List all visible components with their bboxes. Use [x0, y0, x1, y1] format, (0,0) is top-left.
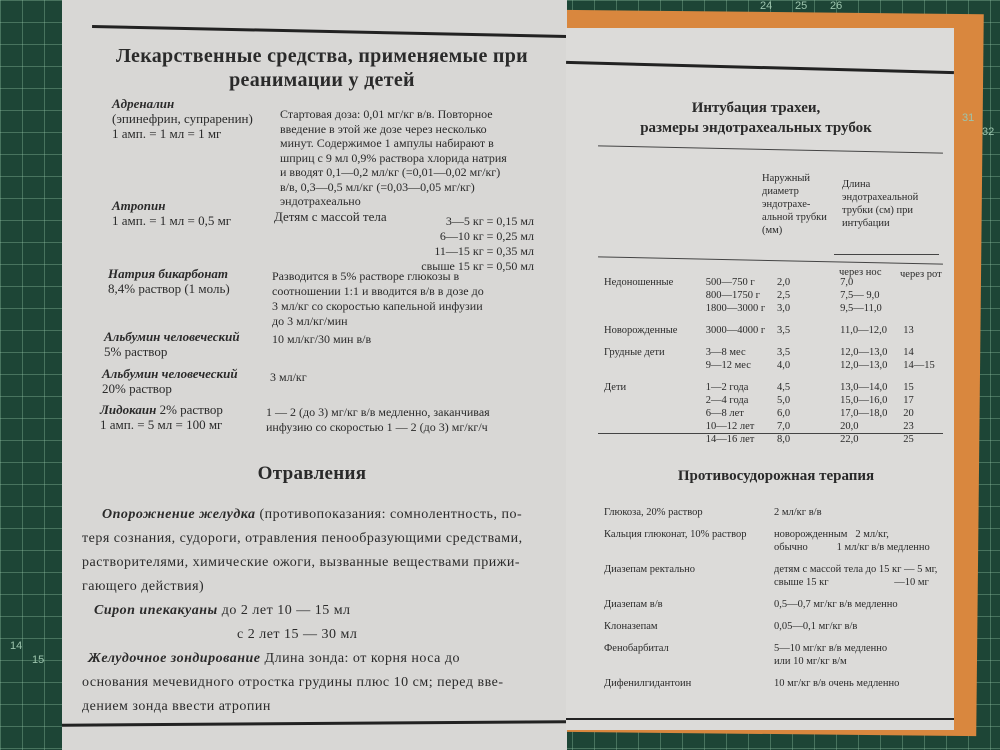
text-line: теря сознания, судороги, отравления пенообразующими средствами,	[82, 531, 523, 546]
nose-length-cell: 9,5—11,0	[840, 303, 882, 314]
age-cell: 800—1750 г	[705, 290, 760, 301]
group-cell	[604, 394, 706, 407]
drug-atropine	[112, 198, 282, 228]
intubation-row	[604, 346, 944, 359]
diameter-cell: 3,5	[777, 347, 791, 358]
diameter-cell: 7,0	[777, 421, 791, 432]
dose-cell	[774, 677, 949, 699]
table-rule	[598, 433, 943, 434]
dose-cell	[774, 506, 949, 528]
dosage-line: Стартовая доза: 0,01 мг/кг в/в. Повторное	[280, 107, 493, 121]
age-cell: 14—16 лет	[705, 434, 755, 445]
column-header-mouth: через рот	[900, 269, 942, 280]
dose-line: 2 мл/кг в/в	[774, 507, 822, 518]
dose-cell	[774, 598, 949, 620]
text-line: до 2 лет 10 — 15 мл	[217, 603, 351, 618]
group-cell: Недоношенные	[604, 277, 674, 288]
diameter-cell: 8,0	[777, 434, 791, 445]
drug-adrenaline	[112, 96, 282, 141]
mat-number: 31	[962, 112, 975, 124]
anticonvulsant-row	[604, 677, 949, 699]
dosage-line: соотношении 1:1 и вводится в/в в дозе до	[272, 284, 484, 298]
dosage-line: 1 — 2 (до 3) мг/кг в/в медленно, заканчивая	[266, 405, 490, 419]
age-cell: 1—2 года	[705, 382, 749, 393]
mat-number: 14	[10, 640, 23, 652]
mouth-length-cell: 13	[903, 325, 914, 336]
nose-length-cell: 15,0—16,0	[840, 395, 888, 406]
drug-dosage	[266, 405, 566, 435]
dosage-line: минут. Содержимое 1 ампулы набирают в	[280, 136, 494, 150]
top-rule	[92, 25, 567, 38]
drug-name: Адреналин	[112, 96, 175, 111]
dose-cell	[774, 642, 949, 677]
dose-cell	[774, 563, 949, 598]
section-title-poisoning: Отравления	[257, 463, 367, 484]
page-title: Лекарственные средства, применяемые при реанимации у детей	[115, 45, 528, 91]
age-cell: 9—12 мес	[705, 360, 751, 371]
mouth-length-cell	[903, 302, 944, 324]
drug-detail: 8,4% раствор (1 моль)	[108, 281, 230, 296]
mat-number: 25	[795, 0, 808, 12]
nose-length-cell: 20,0	[840, 421, 859, 432]
dosage-line: и вводят 0,1—0,2 мл/кг (=0,01—0,02 мг/кг)	[280, 165, 501, 179]
drug-detail: 20% раствор	[102, 381, 172, 396]
age-cell: 3—8 мес	[705, 347, 746, 358]
text-line: основания мечевидного отростка грудины плюс 10 см; перед вве-	[82, 675, 504, 690]
table-rule	[598, 256, 943, 264]
drug-detail: 5% раствор	[104, 344, 168, 359]
dose-line: 5—10 мг/кг в/в медленно	[774, 643, 888, 654]
mouth-length-cell	[903, 276, 944, 289]
dose-line: 0,05—0,1 мг/кг в/в	[774, 621, 858, 632]
dosage-line: инфузию со скоростью 1 — 2 (до 3) мг/кг/ч	[266, 420, 488, 434]
dosage-line: 11—15 кг = 0,35 мл	[434, 244, 534, 258]
nose-length-cell: 12,0—13,0	[840, 347, 888, 358]
left-page	[62, 0, 567, 750]
intubation-row	[604, 381, 944, 394]
drug-sodium-bicarbonate	[108, 266, 278, 296]
dosage-line: свыше 15 кг = 0,50 мл	[421, 259, 534, 273]
intubation-row	[604, 359, 944, 381]
drug-dosage: 3 мл/кг	[270, 370, 307, 384]
drug-name: Альбумин человеческий	[104, 329, 240, 344]
dosage-line: в/в, 0,3—0,5 мл/кг (=0,03—0,05 мг/кг)	[280, 179, 475, 194]
intubation-table	[604, 276, 944, 455]
mouth-length-cell	[903, 289, 944, 302]
dose-line: новорожденным 2 мл/кг,	[774, 529, 889, 540]
dose-line: 10 мг/кг в/в очень медленно	[774, 678, 900, 689]
dosage-line: до 3 мл/кг/мин	[272, 314, 348, 328]
text-line: с 2 лет 15 — 30 мл	[237, 627, 358, 642]
text-line: растворителями, химические ожоги, вызванные веществами прижи-	[82, 555, 521, 570]
dosage-line: 3 мл/кг со скоростью капельной инфузии	[272, 299, 483, 313]
drug-detail: 1 амп. = 1 мл = 1 мг	[112, 126, 222, 141]
nose-length-cell: 22,0	[840, 434, 859, 445]
intubation-row	[604, 394, 944, 407]
drug-albumin-5	[104, 329, 279, 359]
anticonvulsant-row	[604, 620, 949, 642]
intubation-row	[604, 302, 944, 324]
dosage-line: эндотрахеально	[280, 194, 361, 208]
dose-line: 0,5—0,7 мг/кг в/в медленно	[774, 599, 898, 610]
intubation-title	[606, 98, 906, 138]
drug-concentration: 2% раствор	[156, 402, 223, 417]
anticonvulsant-row	[604, 642, 949, 677]
mouth-length-cell: 20	[903, 408, 914, 419]
group-cell	[604, 420, 706, 433]
title-line: размеры эндотрахеальных трубок	[640, 120, 872, 136]
drug-detail: (эпинефрин, супраренин)	[112, 111, 253, 126]
drug-cell: Глюкоза, 20% раствор	[604, 507, 703, 518]
intubation-row	[604, 420, 944, 433]
gastric-probe-label: Желудочное зондирование	[88, 651, 261, 666]
dose-line: детям с массой тела до 15 кг — 5 мг,	[774, 564, 938, 575]
diameter-cell: 2,0	[777, 277, 791, 288]
table-rule	[834, 254, 939, 255]
drug-dosage: 10 мл/кг/30 мин в/в	[272, 332, 372, 346]
dosage-line: 3—5 кг = 0,15 мл	[445, 214, 534, 228]
drug-cell: Кальция глюконат, 10% раствор	[604, 529, 747, 540]
mouth-length-cell: 25	[903, 434, 914, 445]
nose-length-cell: 12,0—13,0	[840, 360, 888, 371]
column-header-length: Длина эндотрахеальной трубки (см) при интубации	[842, 179, 919, 229]
mouth-length-cell: 17	[903, 395, 914, 406]
anticonvulsant-row	[604, 506, 949, 528]
age-cell: 10—12 лет	[705, 421, 755, 432]
age-cell: 1800—3000 г	[705, 303, 766, 314]
dose-line: обычно 1 мл/кг в/в медленно	[774, 542, 930, 553]
top-rule	[566, 61, 954, 74]
dosage-line: шприц с 9 мл 0,9% раствора хлорида натрия	[280, 150, 507, 165]
group-cell	[604, 407, 706, 420]
drug-lidocaine	[100, 402, 275, 432]
dose-cell	[774, 620, 949, 642]
intubation-row	[604, 276, 944, 289]
group-cell	[604, 433, 706, 455]
title-line: Интубация трахеи,	[691, 100, 821, 116]
nose-length-cell: 17,0—18,0	[840, 408, 888, 419]
drug-dosage	[392, 214, 534, 274]
group-cell	[604, 359, 706, 381]
drug-name: Альбумин человеческий	[102, 366, 238, 381]
group-cell	[604, 302, 706, 324]
mat-number: 15	[32, 654, 45, 666]
intubation-row	[604, 407, 944, 420]
anticonvulsant-table	[604, 506, 949, 699]
group-cell: Дети	[604, 382, 627, 393]
anticonvulsant-row	[604, 528, 949, 563]
mouth-length-cell: 15	[903, 382, 914, 393]
intubation-row	[604, 289, 944, 302]
text-line: (противопоказания: сомнолентность, по-	[255, 507, 523, 522]
text-line: гающего действия)	[82, 579, 205, 594]
bottom-rule	[62, 720, 567, 727]
diameter-cell: 6,0	[777, 408, 791, 419]
drug-cell: Дифенилгидантоин	[604, 678, 692, 689]
gastric-emptying-label: Опорожнение желудка	[102, 507, 256, 522]
nose-length-cell: 7,0	[840, 277, 854, 288]
age-cell: 500—750 г	[705, 277, 755, 288]
drug-dosage	[280, 107, 560, 209]
text-line: дением зонда ввести атропин	[82, 699, 271, 714]
dosage-line: 6—10 кг = 0,25 мл	[439, 229, 534, 243]
drug-name: Атропин	[112, 198, 166, 213]
table-rule	[598, 145, 943, 153]
right-page	[566, 28, 954, 730]
group-cell: Грудные дети	[604, 347, 665, 358]
drug-dosage	[272, 269, 562, 329]
dose-line: свыше 15 кг —10 мг	[774, 577, 929, 588]
mat-number: 24	[760, 0, 773, 12]
mat-number: 26	[830, 0, 843, 12]
age-cell: 3000—4000 г	[705, 325, 766, 336]
text-line: Длина зонда: от корня носа до	[260, 651, 460, 666]
nose-length-cell: 13,0—14,0	[840, 382, 888, 393]
drug-albumin-20	[102, 366, 277, 396]
drug-cell: Клоназепам	[604, 621, 658, 632]
anticonvulsant-row	[604, 598, 949, 620]
dose-line: или 10 мг/кг в/м	[774, 656, 847, 667]
ipecac-label: Сироп ипекакуаны	[94, 603, 218, 618]
age-cell: 2—4 года	[705, 395, 749, 406]
drug-cell: Фенобарбитал	[604, 643, 669, 654]
diameter-cell: 4,5	[777, 382, 791, 393]
diameter-cell: 3,5	[777, 325, 791, 336]
drug-detail: 1 амп. = 5 мл = 100 мг	[100, 417, 223, 432]
nose-length-cell: 11,0—12,0	[840, 325, 888, 336]
diameter-cell: 4,0	[777, 360, 791, 371]
intubation-row	[604, 324, 944, 346]
mat-number: 32	[982, 126, 995, 138]
column-header-nose: через нос	[839, 267, 882, 278]
drug-name: Лидокаин	[100, 402, 157, 417]
drug-detail: 1 амп. = 1 мл = 0,5 мг	[112, 213, 232, 228]
drug-name: Натрия бикарбонат	[108, 266, 229, 281]
dosage-line: введение в этой же дозе через несколько	[280, 121, 487, 136]
diameter-cell: 3,0	[777, 303, 791, 314]
nose-length-cell: 7,5— 9,0	[840, 290, 880, 301]
drug-cell: Диазепам ректально	[604, 564, 696, 575]
age-cell: 6—8 лет	[705, 408, 744, 419]
mouth-length-cell: 14—15	[903, 360, 935, 371]
drug-cell: Диазепам в/в	[604, 599, 663, 610]
anticonvulsant-row	[604, 563, 949, 598]
column-header-diameter: Наружный диаметр эндотрахе-альной трубки (мм)	[762, 173, 827, 236]
diameter-cell: 2,5	[777, 290, 791, 301]
dosage-line: Разводится в 5% растворе глюкозы в	[272, 269, 460, 283]
mouth-length-cell: 14	[903, 347, 914, 358]
dosage-intro: Детям с массой тела	[274, 209, 387, 224]
poisoning-text	[82, 503, 542, 719]
bottom-rule	[566, 718, 954, 720]
group-cell	[604, 289, 706, 302]
mouth-length-cell: 23	[903, 421, 914, 432]
group-cell: Новорожденные	[604, 325, 678, 336]
dose-cell	[774, 528, 949, 563]
anticonvulsant-title: Противосудорожная терапия	[677, 468, 875, 484]
diameter-cell: 5,0	[777, 395, 791, 406]
intubation-row	[604, 433, 944, 455]
